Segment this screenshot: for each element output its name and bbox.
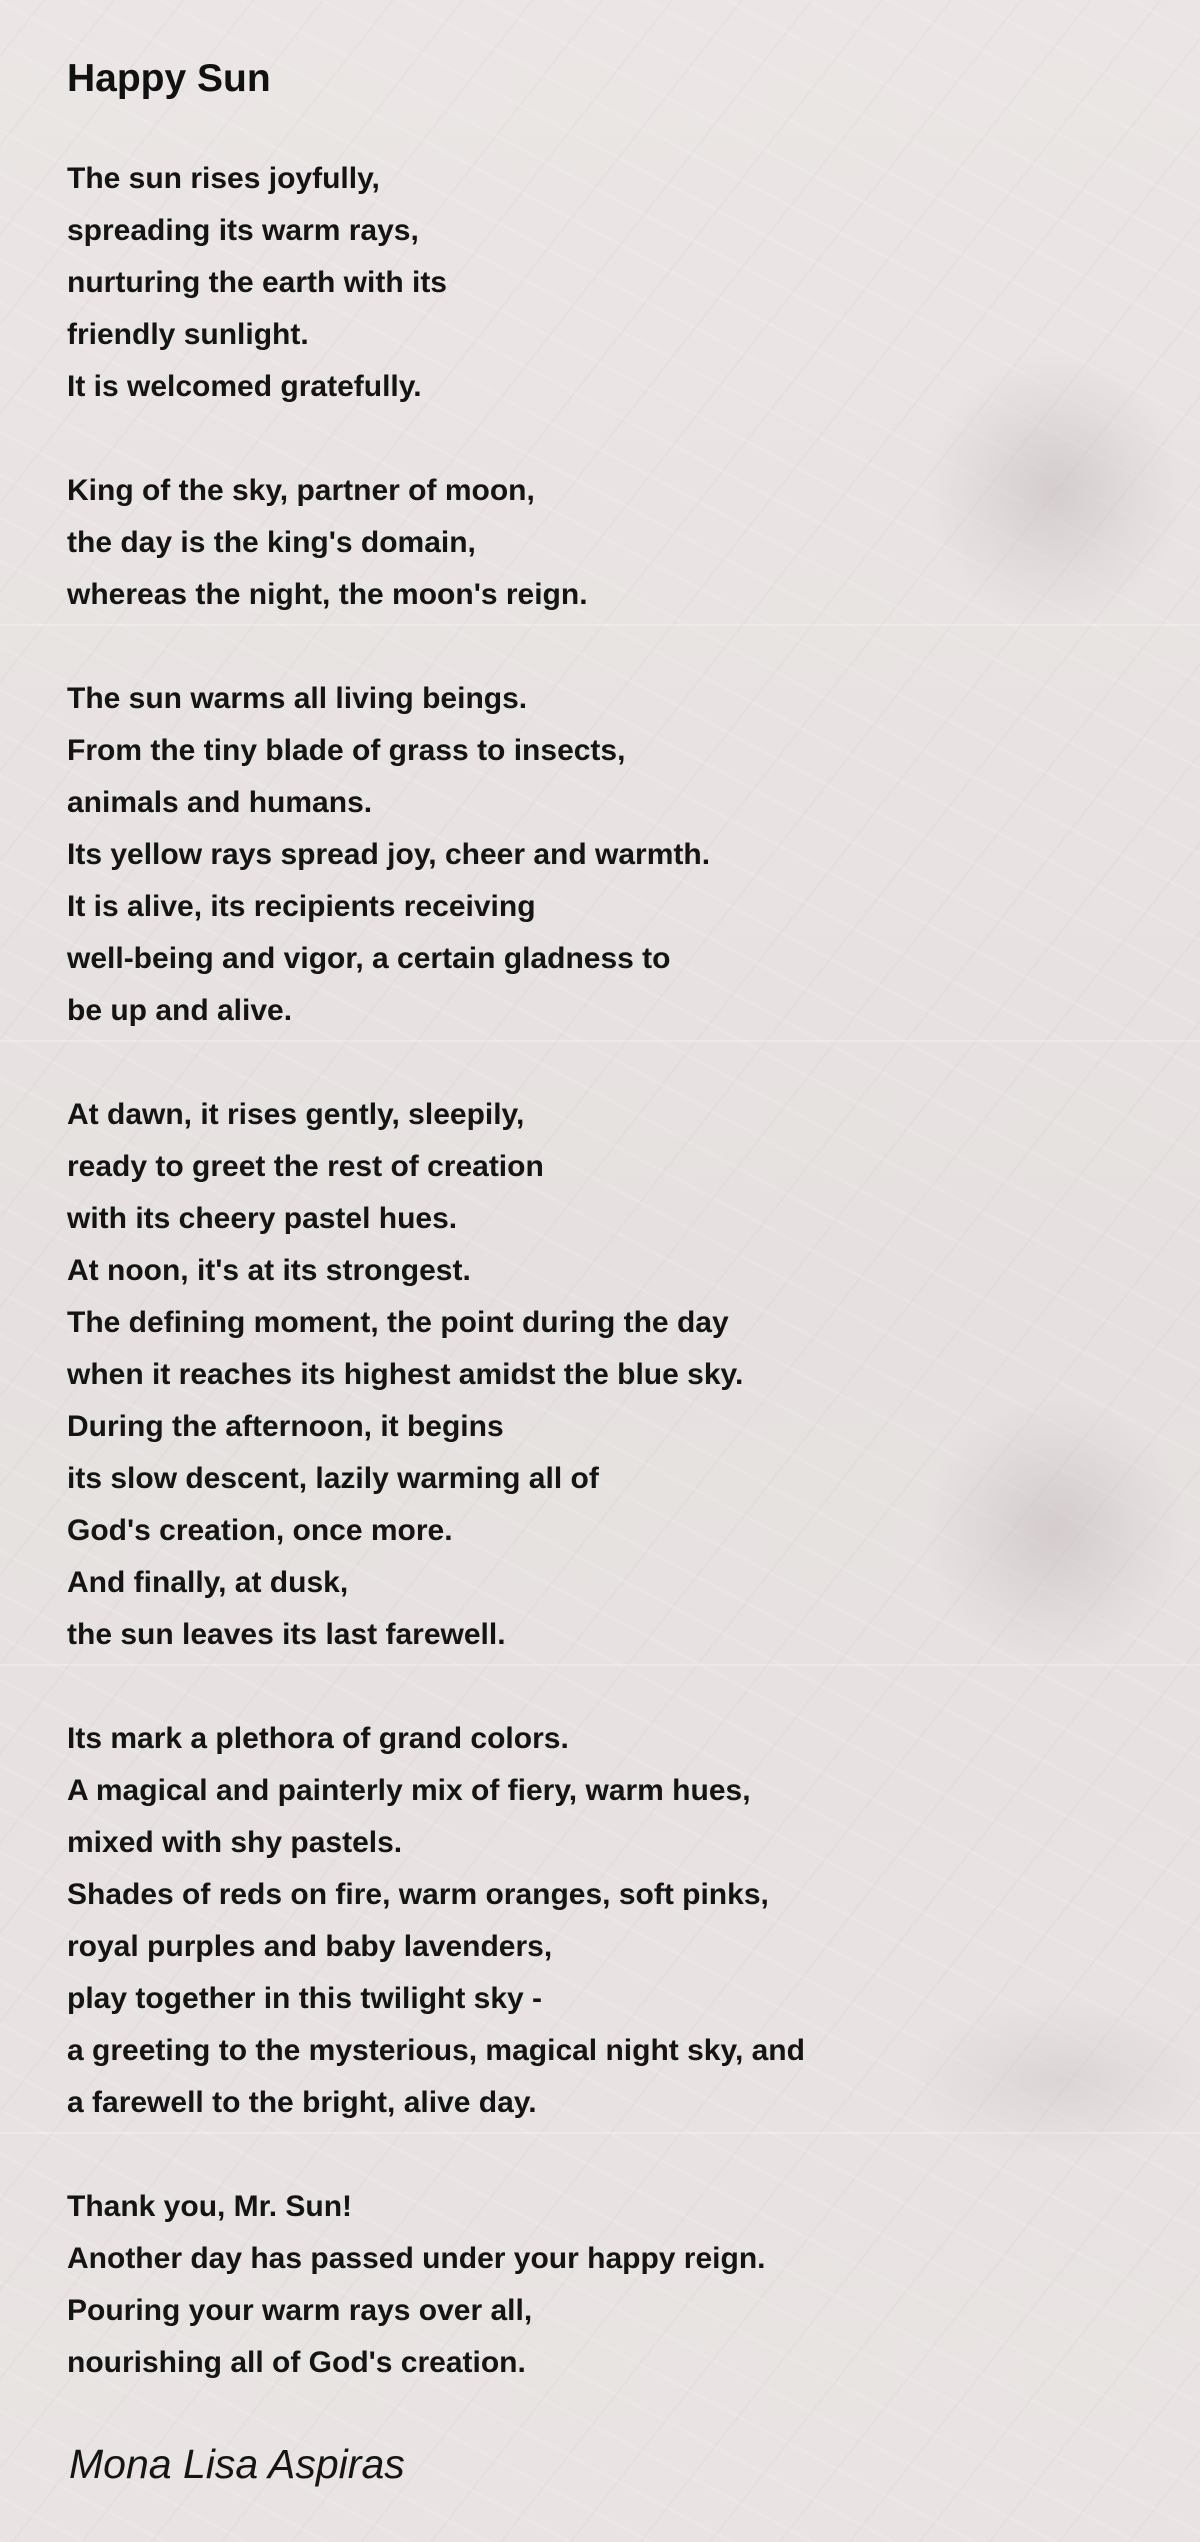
poem-line: with its cheery pastel hues. [67,1202,458,1235]
poem-line: ready to greet the rest of creation [67,1150,544,1183]
poem-line: A magical and painterly mix of fiery, warm hues, [67,1774,751,1807]
poem-line: friendly sunlight. [67,318,309,351]
poem-line: The sun warms all living beings. [67,682,528,715]
poem-stanza [67,673,1147,1037]
poem-line: be up and alive. [67,994,293,1027]
poem-line: At noon, it's at its strongest. [67,1254,471,1287]
poem-line: From the tiny blade of grass to insects, [67,734,626,767]
poem-line: Its yellow rays spread joy, cheer and warmth. [67,838,711,871]
poem-line: Pouring your warm rays over all, [67,2294,533,2327]
poem-line: well-being and vigor, a certain gladness to [67,942,671,975]
poem-line: animals and humans. [67,786,373,819]
poem-stanza [67,465,1147,621]
poem-line: nourishing all of God's creation. [67,2346,526,2379]
poem-line: whereas the night, the moon's reign. [67,578,588,611]
poem-line: Shades of reds on fire, warm oranges, soft pinks, [67,1878,769,1911]
poem-line: when it reaches its highest amidst the blue sky. [67,1358,744,1391]
poem-author: Mona Lisa Aspiras [69,2441,405,2487]
poem-line: King of the sky, partner of moon, [67,474,535,507]
poem-stanza [67,153,1147,413]
poem-line: The sun rises joyfully, [67,162,380,195]
poem-line: nurturing the earth with its [67,266,447,299]
poem-line: the sun leaves its last farewell. [67,1618,506,1651]
poem-line: play together in this twilight sky - [67,1982,543,2015]
poem-line: mixed with shy pastels. [67,1826,403,1859]
poem-line: a greeting to the mysterious, magical night sky, and [67,2034,805,2067]
poem-line: It is alive, its recipients receiving [67,890,536,923]
poem-line: Its mark a plethora of grand colors. [67,1722,569,1755]
poem-line: Another day has passed under your happy reign. [67,2242,766,2275]
poem-line: the day is the king's domain, [67,526,476,559]
poem-title: Happy Sun [67,57,271,100]
poem-line: And finally, at dusk, [67,1566,349,1599]
poem-line: royal purples and baby lavenders, [67,1930,553,1963]
poem-line: The defining moment, the point during the day [67,1306,729,1339]
poem-line: At dawn, it rises gently, sleepily, [67,1098,525,1131]
poem-stanza [67,1713,1147,2129]
poem-stanza [67,1089,1147,1661]
poem-line: Thank you, Mr. Sun! [67,2190,353,2223]
poem-line: its slow descent, lazily warming all of [67,1462,599,1495]
poem-container [67,40,1147,2441]
poem-line: a farewell to the bright, alive day. [67,2086,537,2119]
poem-body [67,153,1147,2389]
poem-line: God's creation, once more. [67,1514,453,1547]
poem-line: During the afternoon, it begins [67,1410,504,1443]
poem-line: spreading its warm rays, [67,214,419,247]
poem-line: It is welcomed gratefully. [67,370,422,403]
poem-stanza [67,2181,1147,2389]
